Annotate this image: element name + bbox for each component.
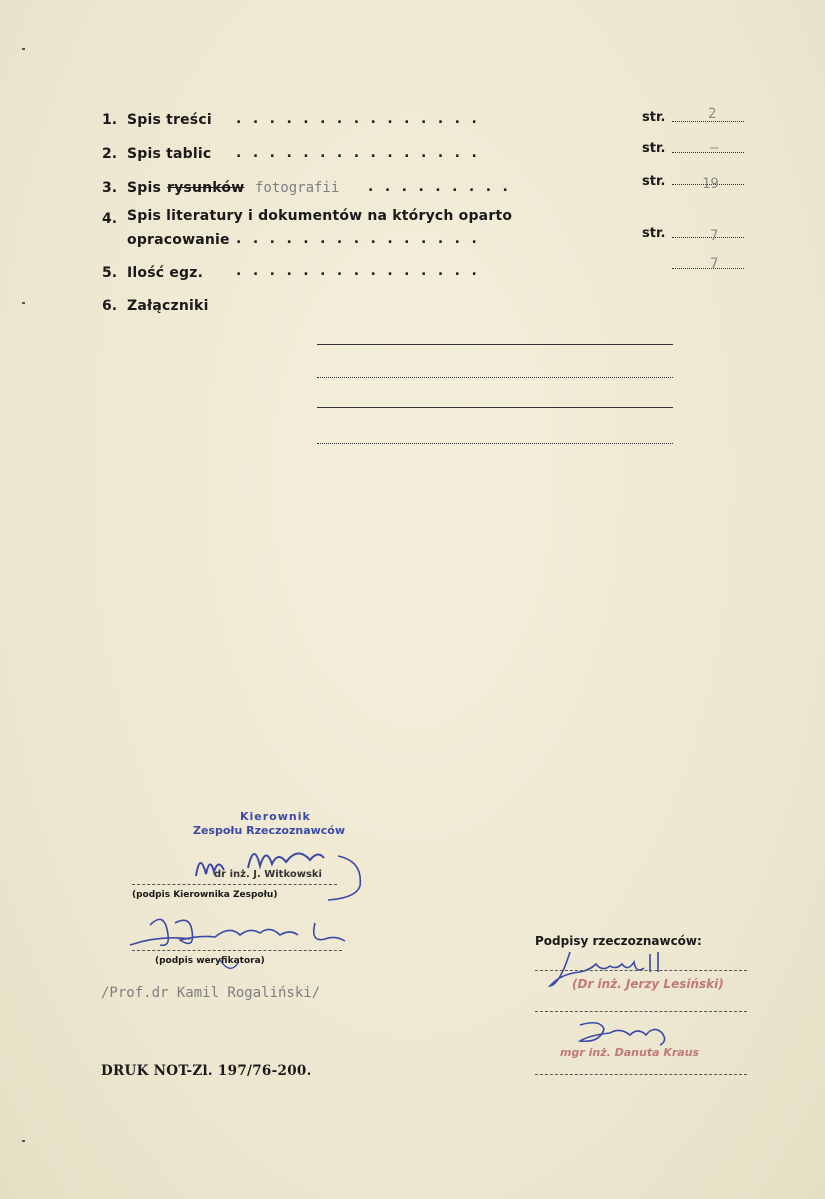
expert1-sign-line [535,970,747,971]
leader-dots: ............... [236,231,489,247]
toc-label-struck: rysunków [167,180,245,196]
toc-number: 2. [102,146,118,162]
verifier-sign-line [132,950,342,951]
toc-number: 5. [102,265,118,281]
page-number: 19 [702,176,719,192]
str-label: str. [642,141,666,156]
str-label: str. [642,174,666,189]
print-code: DRUK NOT-Zl. 197/76-200. [101,1063,312,1079]
expert2-name: mgr inż. Danuta Kraus [560,1046,700,1059]
expert2-sign-line [535,1074,747,1075]
page-fill-line [672,152,744,153]
toc-number: 1. [102,112,118,128]
attachment-line-3 [317,407,673,408]
toc-label: Spis treści [127,112,212,128]
leader-dots: ......... [368,179,520,195]
expert-mid-line [535,1011,747,1012]
str-label: str. [642,226,666,241]
toc-label: Spis tablic [127,146,212,162]
leader-dots: ............... [236,145,489,161]
edge-mark [22,1140,25,1142]
experts-title: Podpisy rzeczoznawców: [535,934,702,948]
page-fill-line [672,268,744,269]
verifier-name: /Prof.dr Kamil Rogaliński/ [101,985,321,1001]
leader-dots: ............... [236,111,489,127]
team-leader-caption: (podpis Kierownika Zespołu) [132,890,278,900]
attachment-line-2 [317,377,673,378]
stamp-line-1: Kierownik [240,810,311,823]
page-number: 7 [710,256,719,272]
team-leader-name: dr inż. J. Witkowski [214,869,322,880]
page-number: 7 [710,228,719,244]
toc-label-line1: Spis literatury i dokumentów na których oparto [127,208,513,224]
verifier-signature [120,905,360,985]
toc-number: 3. [102,180,118,196]
page-fill-line [672,237,744,238]
toc-label: Załączniki [127,298,209,314]
toc-label-typed: fotografii [255,180,340,196]
page-number: 2 [708,106,717,122]
attachment-line-4 [317,443,673,444]
stamp-line-2: Zespołu Rzeczoznawców [193,824,346,837]
toc-number: 4. [102,211,118,227]
toc-number: 6. [102,298,118,314]
verifier-caption: (podpis weryfikatora) [155,956,265,966]
str-label: str. [642,110,666,125]
toc-label: Ilość egz. [127,265,204,281]
attachment-line-1 [317,344,673,345]
expert1-name: (Dr inż. Jerzy Lesiński) [572,977,724,991]
toc-label-line2: opracowanie [127,232,230,248]
team-leader-sign-line [132,884,337,885]
edge-mark [22,48,25,50]
toc-label-prefix: Spis [127,180,162,196]
leader-dots: ............... [236,263,489,279]
page-number: – [710,140,719,156]
edge-mark [22,302,25,304]
